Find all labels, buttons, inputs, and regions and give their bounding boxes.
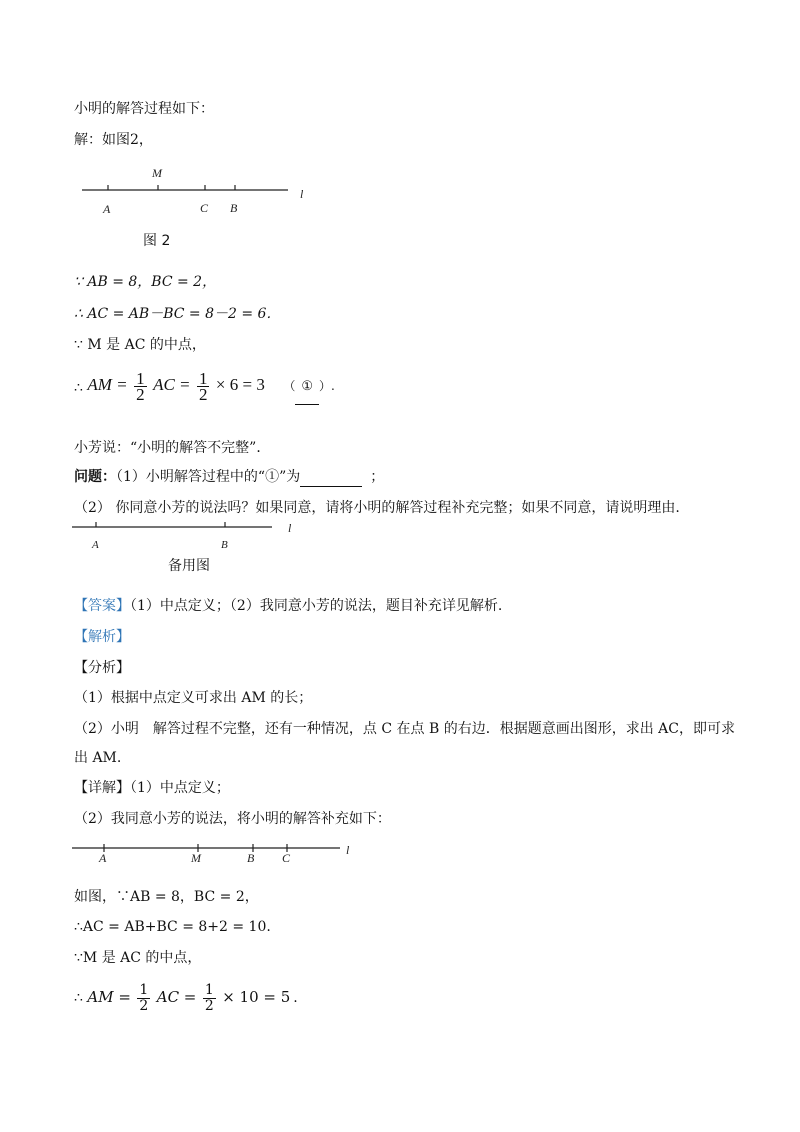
fig3-label-b: B (247, 851, 255, 865)
backup-label-b: B (221, 539, 228, 551)
step-4 (74, 368, 335, 405)
final-3: ∵M 是 AC 的中点， (74, 950, 202, 966)
final-frac-num-2: 1 (204, 981, 214, 998)
fig3-label-l: l (346, 843, 350, 857)
answer-blank (300, 472, 362, 487)
fraction-half-2 (197, 368, 210, 404)
question-2: （2） 你同意小芳的说法吗？如果同意，请将小明的解答过程补充完整；如果不同意，请说明理由. (74, 500, 680, 516)
fig3-label-c: C (282, 851, 291, 865)
label-a: A (103, 202, 111, 216)
am-equals: AM = (87, 375, 128, 394)
final-am-equals: AM = (87, 988, 131, 1006)
figure-2 (70, 160, 330, 220)
ac-equals: AC = (153, 375, 191, 394)
circled-blank: ① (295, 370, 319, 405)
step-1: ∵ AB = 8，BC = 2， (74, 274, 217, 290)
solution-head: 解：如图2， (74, 132, 153, 148)
final-ac-equals: AC = (156, 988, 197, 1006)
final-frac-num: 1 (139, 981, 149, 998)
final-period: . (293, 990, 298, 1006)
label-c: C (200, 201, 209, 215)
final-frac-den-2: 2 (204, 997, 214, 1014)
xiaofang-says: 小芳说：“小明的解答不完整”． (74, 440, 271, 456)
fig3-label-m: M (191, 851, 201, 865)
fenxi-p2: （2）小明 解答过程不完整，还有一种情况，点 C 在点 B 的右边．根据题意画出图形，求出 AC，即可求 (74, 721, 735, 737)
fenxi-label: 【分析】 (74, 660, 130, 676)
times-six: × 6 = 3 (215, 375, 265, 394)
frac-num: 1 (136, 368, 145, 388)
fenxi-p3: 出 AM. (74, 750, 122, 766)
paren-close: ）. (318, 379, 335, 393)
question-1 (74, 467, 384, 487)
final-times-ten: × 10 = 5 (222, 988, 291, 1006)
figure-3 (70, 838, 370, 868)
final-fraction-2 (203, 983, 216, 1014)
step-2: ∴ AC = AB－BC = 8－2 = 6． (74, 306, 281, 322)
paren-open: （ (283, 379, 296, 393)
label-m: M (152, 166, 162, 180)
backup-caption: 备用图 (168, 558, 210, 574)
label-l: l (300, 187, 304, 201)
answer-text: （1）中点定义；（2）我同意小芳的说法，题目补充详见解析. (130, 598, 503, 614)
fig3-label-a: A (99, 851, 107, 865)
backup-label-l: l (288, 521, 292, 535)
analysis-label: 【解析】 (74, 629, 130, 645)
final-4 (74, 980, 298, 1015)
backup-figure (70, 515, 310, 555)
frac-num-2: 1 (198, 368, 208, 388)
frac-den-2: 2 (198, 384, 208, 404)
figure-2-caption: 图 2 (143, 233, 171, 249)
final-1: 如图，∵AB = 8，BC = 2， (74, 889, 259, 905)
question-label: 问题： (74, 469, 116, 485)
frac-den: 2 (136, 384, 145, 404)
question-1-text: （1）小明解答过程中的“①”为 (116, 469, 301, 485)
final-frac-den: 2 (139, 997, 149, 1014)
detail-p1 (74, 778, 230, 798)
label-b: B (230, 201, 238, 215)
fenxi-p1: （1）根据中点定义可求出 AM 的长； (74, 690, 313, 706)
therefore-symbol: ∴ (74, 380, 83, 396)
answer-line (74, 596, 502, 616)
detail-label: 【详解】 (74, 780, 130, 796)
fraction-half (134, 368, 147, 404)
final-2: ∴AC = AB+BC = 8+2 = 10. (74, 919, 271, 935)
detail-p1-text: （1）中点定义； (130, 780, 230, 796)
intro-text: 小明的解答过程如下： (74, 101, 214, 117)
backup-label-a: A (92, 539, 99, 551)
final-fraction (137, 983, 150, 1014)
answer-label: 【答案】 (74, 598, 130, 614)
step-3: ∵ M 是 AC 的中点， (74, 337, 206, 353)
detail-p2: （2）我同意小芳的说法，将小明的解答补充如下： (74, 811, 391, 827)
final-therefore: ∴ (74, 990, 83, 1006)
question-1-end: ； (370, 469, 385, 485)
